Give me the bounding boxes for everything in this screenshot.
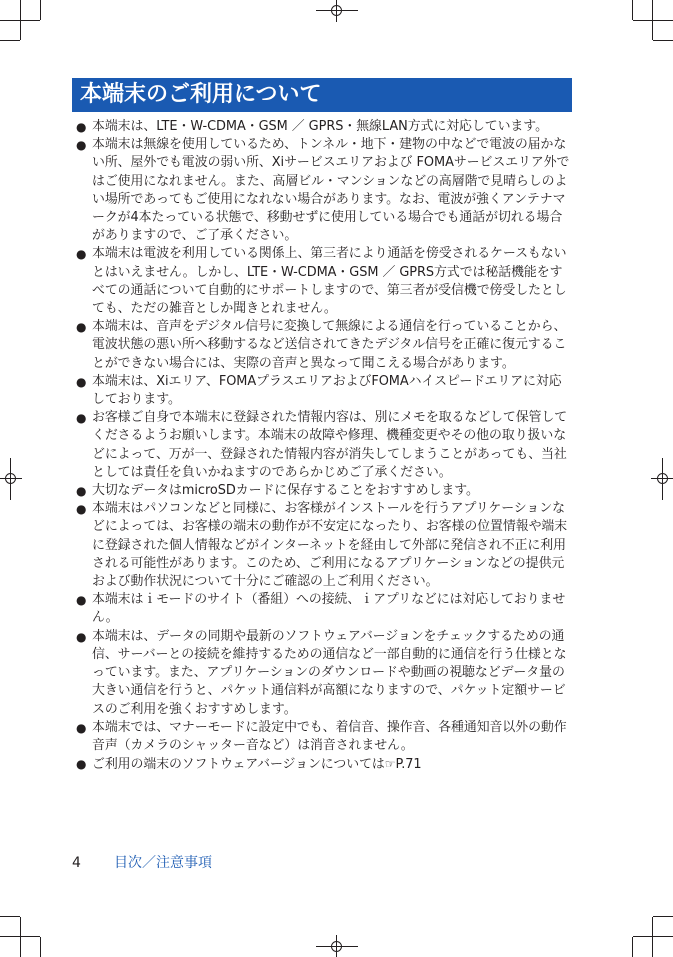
crop-mark: [40, 0, 41, 20]
bullet-icon: ●: [76, 320, 87, 335]
crop-mark: [632, 0, 633, 20]
bullet-icon: ●: [76, 720, 87, 735]
item-text: 本端末は、LTE・W-CDMA・GSM ／ GPRS・無線LAN方式に対応しています。: [92, 119, 548, 134]
crop-mark: [652, 917, 653, 957]
crop-mark: [40, 937, 41, 957]
bullet-icon: ●: [76, 629, 87, 644]
list-item: [72, 591, 574, 627]
page-title: 本端末のご利用について: [72, 78, 572, 112]
item-text: 本端末はｉモードのサイト（番組）への接続、ｉアプリなどには対応しておりません。: [92, 592, 566, 626]
bullet-icon: ●: [76, 138, 87, 153]
item-text: 本端末は、データの同期や最新のソフトウェアバージョンをチェックするための通信、サーバーとの接続を維持するための通信など一部自動的に通信を行う仕様となっています。また、アプリケーションのダウンロードや動画の視聴などデータ量の大きい通信を行うと、パケット通信料が高額になりますので、パケット定額サービスのご利用を強くおすすめします。: [92, 628, 567, 717]
center-mark-circle: [657, 473, 668, 484]
page-reference-icon: ☞: [384, 757, 396, 772]
item-text: お客様ご自身で本端末に登録された情報内容は、別にメモを取るなどして保管してくださるようお願いします。本端末の故障や修理、機種変更やその他の取り扱いなどによって、万が一、登録された情報内容が消失してしまうことがあっても、当社としては責任を負いかねますのであらかじめご了承ください。: [92, 410, 568, 480]
list-item: [72, 318, 574, 373]
bullet-icon: ●: [76, 120, 87, 134]
crop-mark: [632, 937, 633, 957]
list-item: [72, 719, 574, 755]
list-item: [72, 628, 574, 719]
list-item: [72, 136, 574, 245]
bullet-icon: ●: [76, 247, 87, 262]
page-number: 4: [72, 855, 81, 871]
item-text: ご利用の端末のソフトウェアバージョンについては: [92, 757, 385, 773]
list-item: [72, 755, 574, 774]
crop-mark: [0, 40, 20, 41]
list-item: [72, 482, 574, 500]
item-text: 本端末はパソコンなどと同様に、お客様がインストールを行うアプリケーションなどによっては、お客様の端末の動作が不安定になったり、お客様の位置情報や端末に登録された個人情報などがインターネットを経由して外部に発信され不正に利用される可能性があります。このため、ご利用になるアプリケーションなどの提供元および動作状況について十分にご確認の上ご利用ください。: [92, 501, 568, 590]
list-item: [72, 409, 574, 482]
crop-mark: [653, 40, 673, 41]
bullet-icon: ●: [76, 593, 87, 608]
crop-mark: [0, 916, 20, 917]
list-item: [72, 373, 574, 409]
item-text: 本端末は電波を利用している関係上、第三者により通話を傍受されるケースもないとはいえません。しかし、LTE・W-CDMA・GSM ／ GPRS方式では秘話機能をすべての通話について自動的にサポートしますので、第三者が受信機で傍受したとしても、ただの雑音としか聞きとれません。: [92, 246, 567, 317]
item-text: 本端末は、Xiエリア、FOMAプラスエリアおよびFOMAハイスピードエリアに対応しております。: [92, 373, 562, 408]
center-mark-circle: [5, 473, 16, 484]
center-mark-circle: [331, 941, 342, 952]
bullet-icon: ●: [76, 411, 87, 426]
page-reference-link[interactable]: P.71: [395, 757, 422, 773]
notice-list: [72, 118, 574, 774]
bullet-icon: ●: [76, 484, 87, 499]
crop-mark: [633, 20, 673, 21]
crop-mark: [633, 936, 673, 937]
crop-mark: [20, 0, 21, 40]
item-text: 本端末は、音声をデジタル信号に変換して無線による通信を行っていることから、電波状態の悪い所へ移動するなど送信されてきたデジタル信号を正確に復元することができない場合には、実際の音声と異なって聞こえる場合があります。: [92, 319, 567, 371]
bullet-icon: ●: [76, 374, 87, 389]
page-footer: [72, 853, 212, 873]
item-text: 大切なデータはmicroSDカードに保存することをおすすめします。: [92, 483, 479, 499]
crop-mark: [652, 0, 653, 40]
crop-mark: [653, 916, 673, 917]
crop-mark: [20, 917, 21, 957]
bullet-icon: ●: [76, 502, 87, 517]
section-link[interactable]: 目次／注意事項: [114, 855, 212, 871]
list-item: [72, 245, 574, 318]
item-text: 本端末では、マナーモードに設定中でも、着信音、操作音、各種通知音以外の動作音声（カメラのシャッター音など）は消音されません。: [92, 719, 567, 753]
list-item: [72, 500, 574, 591]
center-mark-circle: [331, 5, 342, 16]
list-item: [72, 118, 574, 136]
item-text: 本端末は無線を使用しているため、トンネル・地下・建物の中などで電波の届かない所、屋外でも電波の弱い所、Xiサービスエリアおよび FOMAサービスエリア外ではご使用になれません。また、高層ビル・マンションなどの高層階で見晴らしのよい場所であってもご使用になれない場合があります。なお、電波が強くアンテナマークが4本たっている状態で、移動せずに使用している場合でも通話が切れる場合がありますので、ご了承ください。: [92, 137, 570, 244]
bullet-icon: ●: [76, 757, 87, 772]
